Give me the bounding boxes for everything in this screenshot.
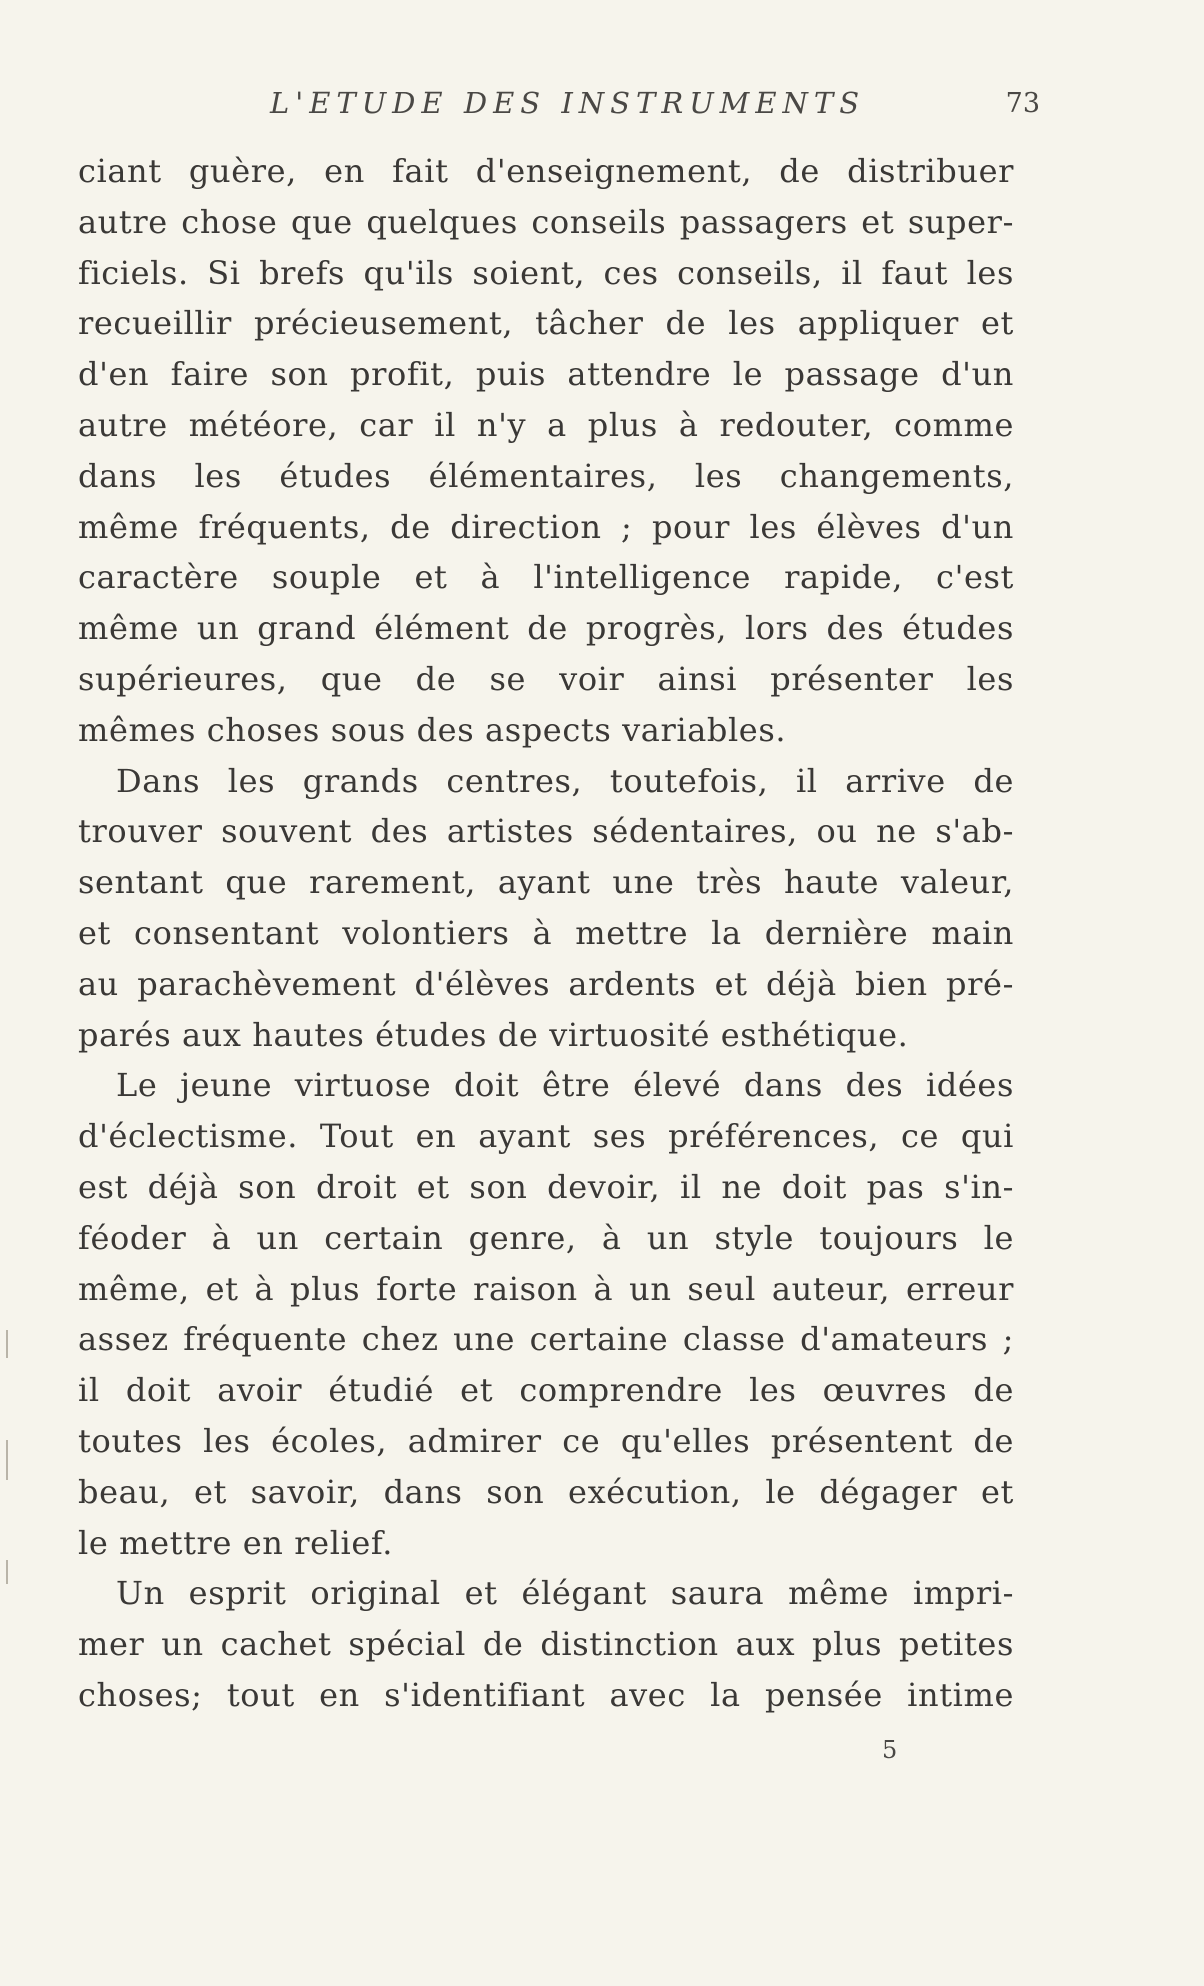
- text-line: est déjà son droit et son devoir, il ne doit pas s'in-: [78, 1167, 1014, 1206]
- running-title: L'ETUDE DES INSTRUMENTS: [270, 86, 866, 120]
- text-line: ciant guère, en fait d'enseignement, de distribuer: [78, 152, 1014, 190]
- text-line: beau, et savoir, dans son exécution, le dégager et: [78, 1472, 1014, 1511]
- text-line: même un grand élément de progrès, lors des études: [78, 609, 1014, 648]
- body-text: [78, 146, 1014, 1721]
- text-line: d'éclectisme. Tout en ayant ses préférences, ce qui: [78, 1117, 1014, 1156]
- text-line: mêmes choses sous des aspects variables.: [78, 710, 787, 749]
- text-line: choses; tout en s'identifiant avec la pensée intime: [78, 1675, 1014, 1714]
- text-line: Dans les grands centres, toutefois, il arrive de: [116, 761, 1014, 800]
- text-line: sentant que rarement, ayant une très haute valeur,: [78, 863, 1014, 902]
- signature-mark: 5: [882, 1736, 898, 1764]
- text-line: d'en faire son profit, puis attendre le passage d'un: [78, 355, 1014, 394]
- text-line: Un esprit original et élégant saura même impri-: [116, 1574, 1014, 1613]
- text-line: caractère souple et à l'intelligence rapide, c'est: [78, 558, 1014, 597]
- text-line: mer un cachet spécial de distinction aux plus petites: [78, 1625, 1014, 1664]
- text-line: au parachèvement d'élèves ardents et déjà bien pré-: [78, 964, 1014, 1003]
- text-line: féoder à un certain genre, à un style toujours le: [78, 1218, 1014, 1257]
- text-line: le mettre en relief.: [78, 1523, 393, 1562]
- page-header: [270, 86, 1040, 136]
- text-line: trouver souvent des artistes sédentaires, ou ne s'ab-: [78, 812, 1014, 851]
- page-number: 73: [1005, 88, 1040, 119]
- page-edge-mark: [6, 1560, 8, 1584]
- page-edge-mark: [6, 1330, 8, 1358]
- text-line: même, et à plus forte raison à un seul auteur, erreur: [78, 1269, 1014, 1308]
- page-edge-mark: [6, 1440, 8, 1480]
- text-line: ficiels. Si brefs qu'ils soient, ces conseils, il faut les: [78, 253, 1014, 292]
- text-line: assez fréquente chez une certaine classe d'amateurs ;: [78, 1320, 1014, 1359]
- text-line: toutes les écoles, admirer ce qu'elles présentent de: [78, 1421, 1014, 1460]
- text-line: même fréquents, de direction ; pour les élèves d'un: [78, 507, 1014, 546]
- text-line: il doit avoir étudié et comprendre les œuvres de: [78, 1371, 1014, 1410]
- text-line: autre météore, car il n'y a plus à redouter, comme: [78, 405, 1014, 444]
- text-line: et consentant volontiers à mettre la dernière main: [78, 913, 1014, 952]
- text-line: parés aux hautes études de virtuosité esthétique.: [78, 1015, 909, 1054]
- text-line: autre chose que quelques conseils passagers et super-: [78, 202, 1014, 241]
- text-line: Le jeune virtuose doit être élevé dans des idées: [116, 1066, 1014, 1105]
- text-line: recueillir précieusement, tâcher de les appliquer et: [78, 304, 1014, 343]
- text-line: supérieures, que de se voir ainsi présenter les: [78, 659, 1014, 698]
- text-line: dans les études élémentaires, les changements,: [78, 456, 1014, 495]
